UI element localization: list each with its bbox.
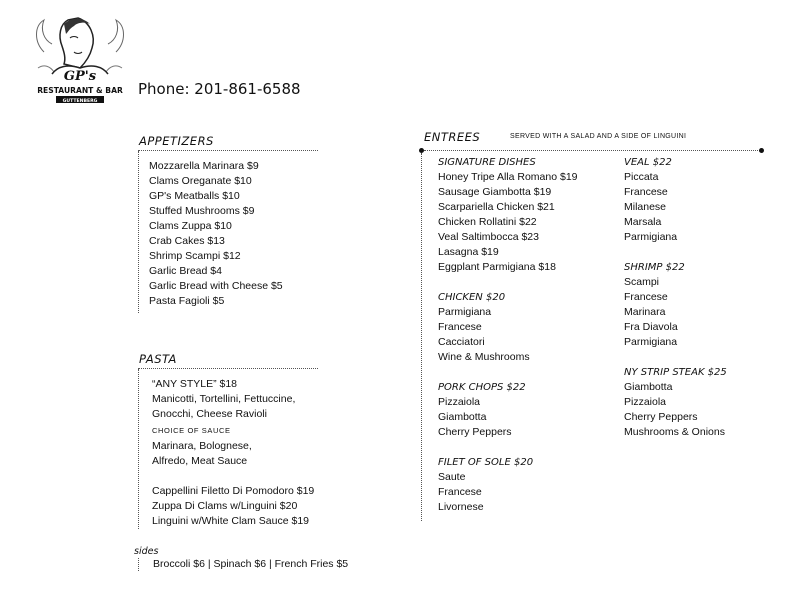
restaurant-logo [30, 12, 130, 107]
logo-emblem-icon [30, 12, 130, 107]
appetizer-item: Garlic Bread $4 [149, 265, 222, 277]
entree-item: Marsala [624, 216, 662, 228]
signature-dishes-heading: SIGNATURE DISHES [438, 157, 536, 168]
appetizer-item: GP's Meatballs $10 [149, 190, 240, 202]
entrees-rule [421, 153, 422, 521]
entree-item: Francese [624, 186, 668, 198]
pasta-divider [138, 368, 318, 369]
entrees-heading: ENTREES [424, 130, 481, 144]
entree-item: Piccata [624, 171, 659, 183]
appetizers-list [149, 159, 283, 309]
ny-strip-steak-25-heading: NY STRIP STEAK $25 [624, 367, 727, 378]
entree-item: Saute [438, 471, 466, 483]
pasta-any-style: “ANY STYLE” $18 [152, 378, 238, 390]
pasta-heading: PASTA [139, 352, 177, 366]
pasta-rule [138, 369, 139, 529]
pasta-shapes-line: Manicotti, Tortellini, Fettuccine, [152, 393, 296, 405]
entree-item: Giambotta [624, 381, 673, 393]
chicken-20-heading: CHICKEN $20 [438, 292, 506, 303]
phone-number: Phone: 201-861-6588 [138, 80, 301, 98]
entree-item: Parmigiana [624, 231, 678, 243]
pasta-section [152, 377, 314, 529]
pasta-sauce-line: Marinara, Bolognese, [152, 440, 252, 452]
appetizer-item: Mozzarella Marinara $9 [149, 160, 259, 172]
entree-item: Pizzaiola [438, 396, 481, 408]
entree-item: Lasagna $19 [438, 246, 499, 258]
sides-rule [138, 558, 139, 571]
entree-item: Marinara [624, 306, 666, 318]
entree-item: Francese [438, 486, 482, 498]
entree-item: Francese [438, 321, 482, 333]
appetizers-divider [138, 150, 318, 151]
appetizer-item: Crab Cakes $13 [149, 235, 225, 247]
entree-item: Eggplant Parmigiana $18 [438, 261, 556, 273]
filet-of-sole-20-heading: FILET OF SOLE $20 [438, 457, 534, 468]
appetizers-heading: APPETIZERS [139, 134, 214, 148]
choice-of-sauce-label: CHOICE OF SAUCE [152, 426, 231, 435]
entree-item: Honey Tripe Alla Romano $19 [438, 171, 578, 183]
svg-text:GUTTENBERG: GUTTENBERG [62, 98, 98, 104]
entree-item: Fra Diavola [624, 321, 678, 333]
sides-heading: sides [134, 546, 159, 557]
entree-item: Scampi [624, 276, 660, 288]
entree-item: Livornese [438, 501, 484, 513]
entree-item: Francese [624, 291, 668, 303]
entree-item: Cherry Peppers [438, 426, 512, 438]
pasta-sauce-line: Alfredo, Meat Sauce [152, 455, 248, 467]
entree-item: Milanese [624, 201, 667, 213]
entrees-column-right [624, 155, 727, 440]
pork-chops-22-heading: PORK CHOPS $22 [438, 382, 526, 393]
entree-item: Cacciatori [438, 336, 485, 348]
pasta-shapes-line: Gnocchi, Cheese Ravioli [152, 408, 267, 420]
entree-item: Pizzaiola [624, 396, 667, 408]
shrimp-22-heading: SHRIMP $22 [624, 262, 685, 273]
entree-item: Scarpariella Chicken $21 [438, 201, 555, 213]
svg-text:RESTAURANT & BAR: RESTAURANT & BAR [37, 86, 123, 95]
appetizer-item: Shrimp Scampi $12 [149, 250, 241, 262]
entree-item: Parmigiana [438, 306, 492, 318]
appetizers-rule [138, 151, 139, 313]
entrees-note: SERVED WITH A SALAD AND A SIDE OF LINGUINI [510, 133, 687, 140]
pasta-item: Linguini w/White Clam Sauce $19 [152, 515, 309, 527]
entree-item: Cherry Peppers [624, 411, 698, 423]
veal-22-heading: VEAL $22 [624, 157, 672, 168]
entree-item: Parmigiana [624, 336, 678, 348]
entree-item: Giambotta [438, 411, 487, 423]
entree-item: Chicken Rollatini $22 [438, 216, 537, 228]
appetizer-item: Garlic Bread with Cheese $5 [149, 280, 283, 292]
appetizer-item: Stuffed Mushrooms $9 [149, 205, 255, 217]
entree-item: Wine & Mushrooms [438, 351, 530, 363]
appetizer-item: Pasta Fagioli $5 [149, 295, 225, 307]
sides-list: Broccoli $6 | Spinach $6 | French Fries $5 [153, 558, 349, 570]
appetizer-item: Clams Oreganate $10 [149, 175, 252, 187]
appetizer-item: Clams Zuppa $10 [149, 220, 232, 232]
entrees-column-left [438, 155, 578, 515]
pasta-item: Cappellini Filetto Di Pomodoro $19 [152, 485, 315, 497]
svg-text:GP's: GP's [63, 69, 97, 84]
divider-endpoint-right [759, 148, 764, 153]
entree-item: Veal Saltimbocca $23 [438, 231, 539, 243]
entrees-divider [424, 150, 760, 151]
pasta-item: Zuppa Di Clams w/Linguini $20 [152, 500, 298, 512]
entree-item: Sausage Giambotta $19 [438, 186, 552, 198]
entree-item: Mushrooms & Onions [624, 426, 725, 438]
